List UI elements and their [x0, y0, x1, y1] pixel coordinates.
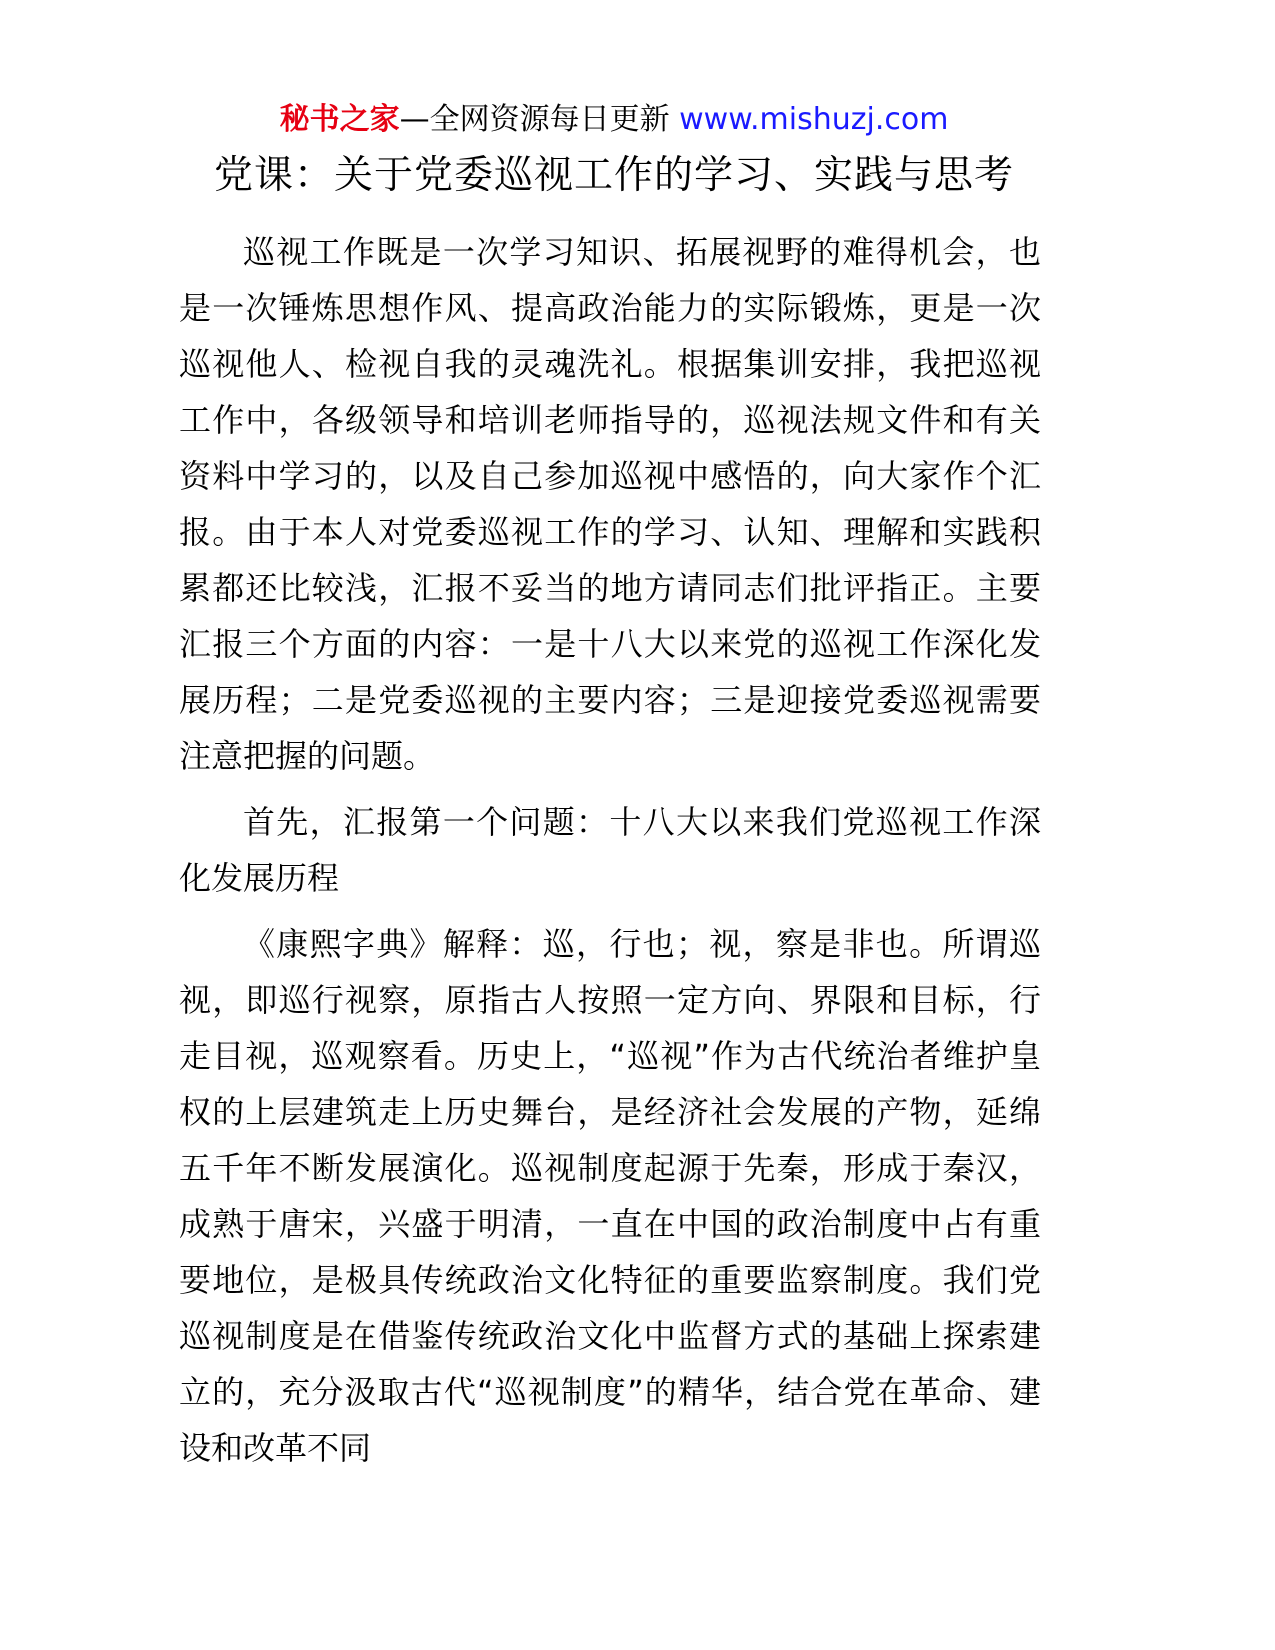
paragraph-history: 《康熙字典》解释：巡，行也；视，察是非也。所谓巡视，即巡行视察，原指古人按照一定方向、界限和目标，行走目视，巡观察看。历史上，“巡视”作为古代统治者维护皇权的上层建筑走上历史舞台，是经济社会发展的产物，延绵五千年不断发展演化。巡视制度起源于先秦，形成于秦汉，成熟于唐宋，兴盛于明清，一直在中国的政治制度中占有重要地位，是极具传统政治文化特征的重要监察制度。我们党巡视制度是在借鉴传统政治文化中监督方式的基础上探索建立的，充分汲取古代“巡视制度”的精华，结合党在革命、建设和改革不同 — [179, 925, 1041, 1467]
paragraph-intro: 巡视工作既是一次学习知识、拓展视野的难得机会，也是一次锤炼思想作风、提高政治能力的实际锻炼，更是一次巡视他人、检视自我的灵魂洗礼。根据集训安排，我把巡视工作中，各级领导和培训老师指导的，巡视法规文件和有关资料中学习的，以及自己参加巡视中感悟的，向大家作个汇报。由于本人对党委巡视工作的学习、认知、理解和实践积累都还比较浅，汇报不妥当的地方请同志们批评指正。主要汇报三个方面的内容：一是十八大以来党的巡视工作深化发展历程；二是党委巡视的主要内容；三是迎接党委巡视需要注意把握的问题。 — [179, 233, 1041, 775]
document-body — [179, 224, 1041, 1486]
site-brand: 秘书之家 — [279, 102, 400, 137]
paragraph-section-heading: 首先，汇报第一个问题：十八大以来我们党巡视工作深化发展历程 — [179, 803, 1041, 897]
document-title: 党课：关于党委巡视工作的学习、实践与思考 — [213, 153, 1014, 198]
site-tagline: —全网资源每日更新 — [399, 102, 680, 137]
site-url-link[interactable]: www.mishuzj.com — [679, 102, 949, 137]
site-header — [179, 100, 1049, 140]
